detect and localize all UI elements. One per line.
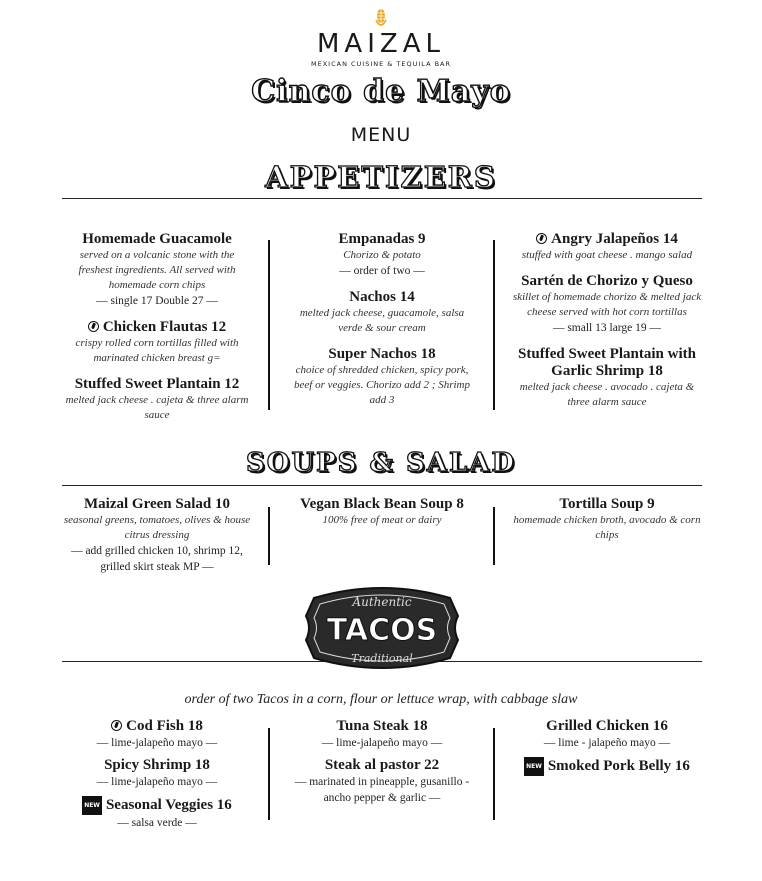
tacos-column-1 — [62, 718, 252, 841]
item-options: — order of two — — [339, 265, 425, 277]
item-name: Sartén de Chorizo y Queso — [521, 273, 693, 289]
menu-item — [62, 796, 252, 831]
soups-column-3 — [512, 496, 702, 553]
brand-logo: MAIZAL — [317, 29, 445, 59]
appetizers-title: APPETIZERS — [265, 160, 497, 194]
column-divider — [268, 507, 270, 565]
item-name: Maizal Green Salad 10 — [84, 496, 230, 512]
item-desc: stuffed with goat cheese . mango salad — [521, 249, 693, 261]
item-desc: melted jack cheese . cajeta & three alarm sauce — [65, 394, 249, 421]
menu-label: MENU — [350, 124, 412, 146]
item-name-row — [62, 796, 252, 815]
menu-item — [512, 757, 702, 776]
item-name-row — [512, 757, 702, 776]
soups-title: SOUPS & SALAD — [246, 448, 516, 478]
item-name: Smoked Pork Belly 16 — [547, 758, 690, 774]
event-title: Cinco de Mayo — [251, 74, 511, 109]
corn-icon — [374, 8, 388, 28]
item-name: Seasonal Veggies 16 — [105, 797, 232, 813]
chili-icon — [111, 720, 122, 731]
item-desc: melted jack cheese, guacamole, salsa verde & sour cream — [299, 307, 465, 334]
menu-item — [290, 346, 474, 408]
item-name: Grilled Chicken 16 — [546, 718, 668, 734]
column-divider — [268, 728, 270, 820]
item-name: Stuffed Sweet Plantain 12 — [74, 376, 240, 392]
menu-item — [62, 376, 252, 423]
item-options: — lime-jalapeño mayo — — [96, 776, 218, 788]
column-divider — [493, 507, 495, 565]
item-name-row — [512, 231, 702, 248]
item-desc: homemade chicken broth, avocado & corn chips — [513, 514, 701, 541]
item-desc: served on a volcanic stone with the freshest ingredients. All served with homemade corn chips — [78, 249, 236, 291]
item-options: — marinated in pineapple, gusanillo - ancho pepper & garlic — — [294, 776, 470, 804]
item-name-row — [62, 718, 252, 735]
menu-item — [62, 496, 252, 575]
item-name: Homemade Guacamole — [82, 231, 232, 247]
item-name: Nachos 14 — [349, 289, 415, 305]
column-divider — [268, 240, 270, 410]
item-name: Empanadas 9 — [338, 231, 426, 247]
item-name: Steak al pastor 22 — [324, 757, 440, 773]
item-options: — single 17 Double 27 — — [96, 295, 218, 307]
tacos-column-2 — [290, 718, 474, 816]
menu-item — [62, 757, 252, 790]
chili-icon — [88, 321, 99, 332]
item-name: Stuffed Sweet Plantain with Garlic Shrimp 18 — [518, 346, 696, 379]
item-desc: 100% free of meat or dairy — [322, 514, 442, 526]
menu-item — [512, 346, 702, 410]
item-name: Chicken Flautas 12 — [102, 319, 227, 335]
item-name: Spicy Shrimp 18 — [104, 757, 210, 773]
badge-top-text: Authentic — [352, 595, 412, 609]
item-options: — lime-jalapeño mayo — — [96, 737, 218, 749]
tacos-intro: order of two Tacos in a corn, flour or lettuce wrap, with cabbage slaw — [184, 692, 578, 707]
item-options: — lime - jalapeño mayo — — [543, 737, 671, 749]
item-name: Angry Jalapeños 14 — [551, 231, 678, 247]
item-desc: seasonal greens, tomatoes, olives & house citrus dressing — [63, 514, 251, 541]
appetizers-rule — [62, 198, 702, 199]
appetizers-column-2 — [290, 231, 474, 418]
new-badge: NEW — [524, 757, 544, 776]
column-divider — [493, 728, 495, 820]
item-desc: melted jack cheese . avocado . cajeta & three alarm sauce — [519, 381, 695, 408]
new-badge: NEW — [82, 796, 102, 815]
item-name: Vegan Black Bean Soup 8 — [300, 496, 464, 512]
appetizers-column-1 — [62, 231, 252, 433]
appetizers-column-3 — [512, 231, 702, 420]
item-name: Tortilla Soup 9 — [559, 496, 655, 512]
menu-item — [290, 289, 474, 336]
item-desc: Chorizo & potato — [343, 249, 421, 261]
item-desc: skillet of homemade chorizo & melted jack cheese served with hot corn tortillas — [512, 291, 702, 318]
menu-item — [512, 273, 702, 336]
menu-item — [290, 496, 474, 528]
item-name: Tuna Steak 18 — [336, 718, 428, 734]
menu-item — [62, 718, 252, 751]
brand-tagline: MEXICAN CUISINE & TEQUILA BAR — [311, 60, 451, 68]
item-options: — small 13 large 19 — — [552, 322, 662, 334]
soups-rule — [62, 485, 702, 486]
menu-item — [290, 718, 474, 751]
menu-item — [512, 231, 702, 263]
item-options: — lime-jalapeño mayo — — [321, 737, 443, 749]
item-desc: choice of shredded chicken, spicy pork, beef or veggies. Chorizo add 2 ; Shrimp add 3 — [294, 364, 470, 406]
brand-header — [0, 8, 762, 68]
item-desc: crispy rolled corn tortillas filled with marinated chicken breast g= — [75, 337, 239, 364]
menu-item — [290, 757, 474, 806]
item-name-row — [62, 319, 252, 336]
tacos-badge — [302, 576, 462, 680]
menu-item — [512, 718, 702, 751]
soups-column-1 — [62, 496, 252, 585]
item-options: — add grilled chicken 10, shrimp 12, grilled skirt steak MP — — [71, 545, 243, 573]
soups-column-2 — [290, 496, 474, 538]
badge-bottom-text: Traditional — [351, 652, 413, 665]
item-name: Super Nachos 18 — [328, 346, 436, 362]
menu-item — [62, 319, 252, 366]
menu-item — [512, 496, 702, 543]
item-options: — salsa verde — — [117, 817, 197, 829]
badge-main-text: TACOS — [326, 613, 438, 648]
column-divider — [493, 240, 495, 410]
chili-icon — [536, 233, 547, 244]
item-name: Cod Fish 18 — [126, 718, 203, 734]
menu-item — [62, 231, 252, 309]
menu-item — [290, 231, 474, 279]
tacos-column-3 — [512, 718, 702, 786]
